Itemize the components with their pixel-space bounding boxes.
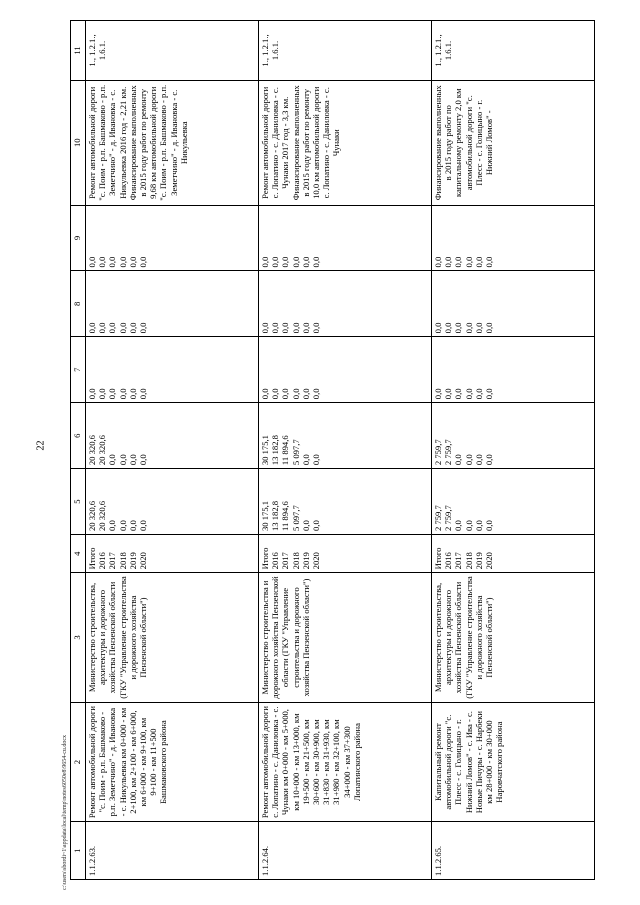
header-cell: 2 [71, 702, 86, 822]
value: 0,0 [127, 520, 138, 531]
value: 0,0 [290, 256, 301, 268]
value: 0,0 [453, 520, 464, 531]
value: 0,0 [97, 322, 108, 334]
header-cell: 10 [71, 80, 86, 205]
value: 0,0 [433, 388, 443, 400]
value: 0,0 [473, 256, 484, 268]
value: 2 759,7 [433, 505, 443, 531]
value: 0,0 [443, 388, 454, 400]
value-cell-c7 [259, 337, 432, 403]
value: 0,0 [117, 256, 128, 268]
executor-cell: Министерство строительства, архитектуры и дорожного хозяйства Пензенской области (ГКУ "Управление строительства и дорожного хозяйства Пензенской области") [86, 573, 259, 702]
value: 11 894,6 [280, 501, 291, 531]
value: 0,0 [473, 454, 484, 466]
target-ref-cell: 1., 1.2.1., 1.6.1. [259, 21, 432, 81]
header-cell: 1 [71, 822, 86, 880]
row-number-cell: 1.1.2.64. [259, 822, 432, 880]
year-label: 2017 [280, 552, 291, 570]
year-label: 2016 [270, 552, 281, 570]
value-cell-c5 [259, 469, 432, 535]
target-ref-cell: 1., 1.2.1., 1.6.1. [86, 21, 259, 81]
value: 0,0 [137, 322, 148, 334]
value: 0,0 [107, 256, 118, 268]
value-cell-c5 [432, 469, 595, 535]
value: 0,0 [127, 388, 138, 400]
value-cell-c8 [432, 271, 595, 337]
value: 0,0 [87, 388, 97, 400]
value: 0,0 [117, 454, 128, 466]
value: 0,0 [473, 520, 484, 531]
year-label: 2017 [107, 552, 118, 570]
value-cell-c5 [86, 469, 259, 535]
year-label: 2020 [310, 552, 321, 570]
value-cell-c9 [432, 205, 595, 271]
value: 0,0 [433, 322, 443, 334]
measure-name-cell: Ремонт автомобильной дороги с. Лопатино - с. Даниловка - с. Чунаки км 0+000 - км 5+000, км 10+000 - км 13+000, км 19+500 - км 21+500, км 30+600 - км 30+900, км 31+830 - км 31+930, км 31+980 - км 32+100, км 34+000 - км 37+300 Лопатинского района [259, 702, 432, 822]
value: 0,0 [137, 520, 148, 531]
value: 0,0 [107, 520, 118, 531]
value: 0,0 [463, 520, 474, 531]
year-label: 2018 [463, 552, 474, 570]
value: 30 175,1 [260, 500, 270, 531]
program-table [70, 20, 595, 880]
value: 0,0 [127, 454, 138, 466]
value: 0,0 [107, 388, 118, 400]
value: 2 759,7 [443, 505, 454, 531]
executor-cell: Министерство строительства и дорожного хозяйства Пензенской области (ГКУ "Управление строительства и дорожного хозяйства Пензенской области") [259, 573, 432, 702]
value: 13 182,8 [270, 435, 281, 466]
value: 0,0 [453, 388, 464, 400]
header-cell: 11 [71, 21, 86, 81]
value: 0,0 [117, 388, 128, 400]
value: 0,0 [300, 256, 311, 268]
year-label: 2019 [473, 552, 484, 570]
value: 0,0 [137, 454, 148, 466]
value: 20 320,6 [97, 435, 108, 466]
measure-name-cell: Ремонт автомобильной дороги "с. Поим - р.п. Башмаково - р.п. Земетчино" - д. Ивановка - с. Никульевка км 0+000 - км 2+100, км 2+100 - км 6+000, км 6+000 - км 9+100, км 9+100 - км 11+500 Башмаковского района [86, 702, 259, 822]
header-cell: 6 [71, 403, 86, 469]
year-label: 2016 [443, 552, 454, 570]
value: 0,0 [107, 454, 118, 466]
value: 5 097,7 [290, 505, 301, 531]
year-label: Итого [87, 547, 97, 570]
value: 0,0 [463, 256, 474, 268]
value: 0,0 [270, 388, 281, 400]
value: 0,0 [127, 256, 138, 268]
value: 0,0 [483, 256, 494, 268]
value: 0,0 [270, 256, 281, 268]
value: 11 894,6 [280, 435, 291, 466]
value: 0,0 [463, 388, 474, 400]
value: 0,0 [443, 256, 454, 268]
value: 0,0 [107, 322, 118, 334]
value: 0,0 [137, 256, 148, 268]
value: 0,0 [260, 322, 270, 334]
table-row [259, 21, 432, 880]
value: 0,0 [443, 322, 454, 334]
value: 0,0 [87, 322, 97, 334]
value: 30 175,1 [260, 435, 270, 466]
value: 0,0 [97, 256, 108, 268]
value-cell-c6 [259, 403, 432, 469]
value: 0,0 [483, 388, 494, 400]
measure-name-cell: Капитальный ремонт автомобильной дороги "с. Плесс - с. Голицыно - г. Нижний Ломов" - с. Ива - с. Новые Пичуры - с. Нарбеки км 28+000 - км 30+000 Наровчатского района [432, 702, 595, 822]
value: 0,0 [117, 520, 128, 531]
value-cell-c8 [86, 271, 259, 337]
value: 0,0 [300, 388, 311, 400]
year-label: 2019 [300, 552, 311, 570]
value: 0,0 [473, 388, 484, 400]
value: 2 759,7 [443, 439, 454, 466]
value: 0,0 [137, 388, 148, 400]
value-cell-c7 [432, 337, 595, 403]
header-cell: 7 [71, 337, 86, 403]
result-description-cell: Финансирование выполненных в 2015 году работ по капитальному ремонту 2,0 км автомобильной дороги "с. Плесс - с. Голицыно - г. Нижний Ломов" - [432, 80, 595, 205]
value: 0,0 [127, 322, 138, 334]
value: 0,0 [280, 256, 291, 268]
value-cell-c9 [86, 205, 259, 271]
page-number: 22 [35, 440, 47, 451]
header-cell: 8 [71, 271, 86, 337]
value: 20 320,6 [87, 435, 97, 466]
target-ref-cell: 1., 1.2.1., 1.6.1. [432, 21, 595, 81]
header-cell: 3 [71, 573, 86, 702]
value: 0,0 [260, 256, 270, 268]
value-cell-c6 [432, 403, 595, 469]
value: 0,0 [463, 322, 474, 334]
value: 0,0 [300, 520, 311, 531]
value: 20 320,6 [87, 500, 97, 531]
years-cell [86, 535, 259, 573]
year-label: 2020 [137, 552, 148, 570]
value: 20 320,6 [97, 500, 108, 531]
rotated-table-sheet [70, 20, 590, 880]
footer-file-path: c:\users\sbordi~1\appdata\local\temp\notes6050e8\9654-cu.docx [62, 734, 68, 890]
value: 0,0 [310, 322, 321, 334]
value-cell-c9 [259, 205, 432, 271]
header-cell: 4 [71, 535, 86, 573]
value: 0,0 [483, 520, 494, 531]
table-row [86, 21, 259, 880]
executor-cell: Министерство строительства, архитектуры и дорожного хозяйства Пензенской области (ГКУ "Управление строительства и дорожного хозяйства Пензенской области") [432, 573, 595, 702]
value: 0,0 [87, 256, 97, 268]
header-cell: 9 [71, 205, 86, 271]
value: 0,0 [280, 388, 291, 400]
value: 0,0 [290, 388, 301, 400]
value: 0,0 [310, 388, 321, 400]
year-label: Итого [433, 547, 443, 570]
value: 0,0 [300, 454, 311, 466]
value-cell-c6 [86, 403, 259, 469]
header-row [71, 21, 86, 880]
value: 0,0 [310, 520, 321, 531]
year-label: 2016 [97, 552, 108, 570]
value: 0,0 [463, 454, 474, 466]
year-label: 2018 [117, 552, 128, 570]
years-cell [259, 535, 432, 573]
years-cell [432, 535, 595, 573]
value: 0,0 [117, 322, 128, 334]
value: 0,0 [280, 322, 291, 334]
value: 0,0 [290, 322, 301, 334]
value: 0,0 [97, 388, 108, 400]
value-cell-c7 [86, 337, 259, 403]
result-description-cell: Ремонт автомобильной дороги с. Лопатино - с. Даниловка - с. Чунаки 2017 год - 3,3 км. Финансирование выполненных в 2015 году работ по ремонту 10,0 км автомобильной дороги с. Лопатино - с. Даниловка - с. Чунаки [259, 80, 432, 205]
value: 0,0 [473, 322, 484, 334]
value: 5 097,7 [290, 439, 301, 466]
value: 0,0 [483, 454, 494, 466]
row-number-cell: 1.1.2.63. [86, 822, 259, 880]
value: 0,0 [453, 454, 464, 466]
result-description-cell: Ремонт автомобильной дороги "с. Поим - р.п. Башмаково - р.п. Земетчино" - д. Ивановка - с. Никульевка 2016 год - 2,21 км. Финансирование выполненных в 2015 году работ по ремонту 9,68 км автомобильной дороги "с. Поим - р.п. Башмаково - р.п. Земетчино" - д. Ивановка - с. Никульевка [86, 80, 259, 205]
header-cell: 5 [71, 469, 86, 535]
year-label: Итого [260, 547, 270, 570]
value: 0,0 [483, 322, 494, 334]
value: 13 182,8 [270, 500, 281, 531]
value: 0,0 [270, 322, 281, 334]
row-number-cell: 1.1.2.65. [432, 822, 595, 880]
year-label: 2019 [127, 552, 138, 570]
year-label: 2017 [453, 552, 464, 570]
value: 2 759,7 [433, 439, 443, 466]
value: 0,0 [453, 256, 464, 268]
year-label: 2018 [290, 552, 301, 570]
value: 0,0 [300, 322, 311, 334]
value: 0,0 [453, 322, 464, 334]
value: 0,0 [260, 388, 270, 400]
value-cell-c8 [259, 271, 432, 337]
value: 0,0 [310, 454, 321, 466]
value: 0,0 [310, 256, 321, 268]
value: 0,0 [433, 256, 443, 268]
table-row [432, 21, 595, 880]
year-label: 2020 [483, 552, 494, 570]
